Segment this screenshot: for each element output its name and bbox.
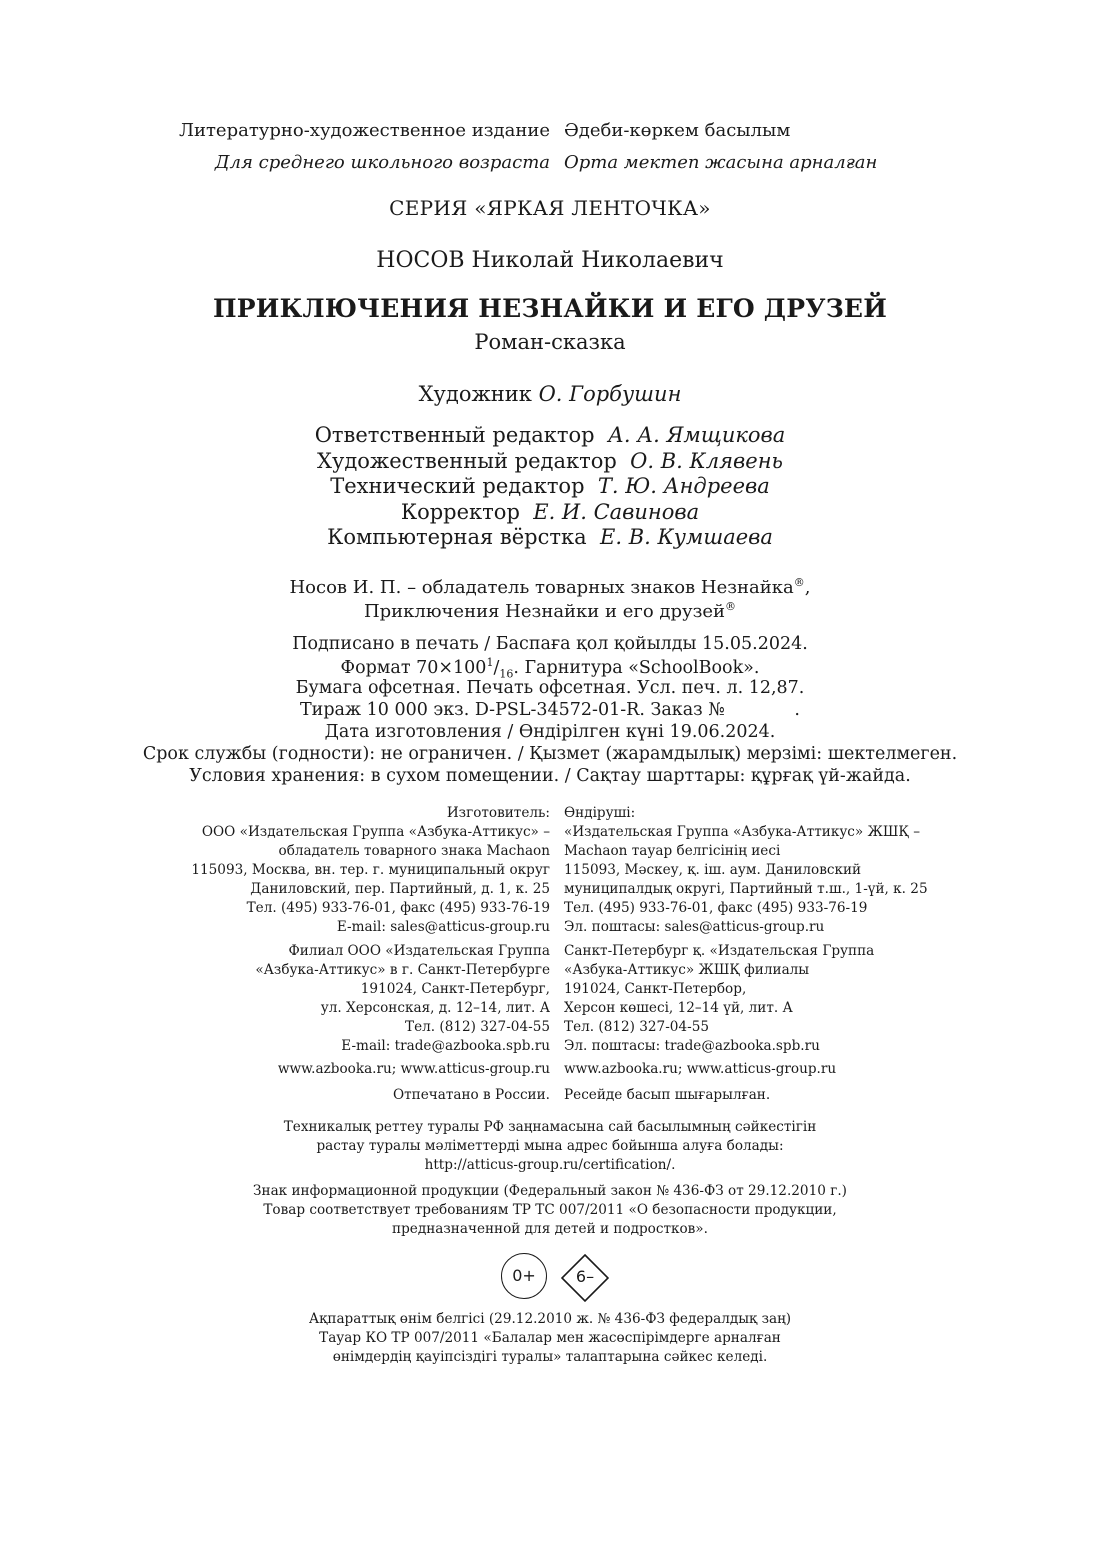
manufacturer-kz <box>564 804 928 937</box>
trademark-line-1: Носов И. П. – обладатель товарных знаков Незнайка®, <box>289 576 811 598</box>
book-title: ПРИКЛЮЧЕНИЯ НЕЗНАЙКИ И ЕГО ДРУЗЕЙ <box>212 294 888 323</box>
info-sign-line: Товар соответствует требованиям ТР ТС 007/2011 «О безопасности продукции, <box>263 1202 837 1218</box>
kz-footer-line: өнімдердің қауіпсіздігі туралы» талаптарына сәйкес келеді. <box>332 1349 768 1365</box>
paper-line: Бумага офсетная. Печать офсетная. Усл. печ. л. 12,87. <box>295 678 805 698</box>
age-rating-diamond-badge: 6– <box>575 1267 595 1286</box>
credit-role: Ответственный редактор <box>314 423 595 447</box>
print-run-end: . <box>794 700 800 720</box>
certification-line: растау туралы мәліметтерді мына адрес бойынша алуға болады: <box>316 1138 784 1154</box>
author-name: НОСОВ Николай Николаевич <box>376 248 724 273</box>
manufacturer-line: «Издательская Группа «Азбука-Аттикус» ЖШҚ – <box>564 824 920 840</box>
manufacturer-label: Өндіруші: <box>564 805 636 821</box>
credit-role: Художественный редактор <box>317 449 617 473</box>
kz-footer-line: Ақпараттық өнім белгісі (29.12.2010 ж. № 436-ФЗ федералдық заң) <box>308 1311 792 1327</box>
edition-type-ru: Литературно-художественное издание <box>178 120 550 141</box>
credit-name: О. В. Клявень <box>630 449 783 473</box>
branch-email: Эл. поштасы: trade@azbooka.spb.ru <box>564 1038 820 1054</box>
artist-role: Художник <box>418 382 532 406</box>
manufacturer-line: Даниловский, пер. Партийный, д. 1, к. 25 <box>250 881 550 897</box>
credit-line <box>0 525 1100 549</box>
manufacturer-label: Изготовитель: <box>446 805 550 821</box>
branch-kz <box>564 942 874 1056</box>
credit-role: Технический редактор <box>330 474 585 498</box>
credit-name: Е. И. Савинова <box>533 500 700 524</box>
printed-in-kz: Ресейде басып шығарылған. <box>564 1087 771 1103</box>
branch-phone: Тел. (812) 327-04-55 <box>564 1019 709 1035</box>
credit-role: Корректор <box>400 500 520 524</box>
manufacture-date: Дата изготовления / Өндірілген күні 19.06.2024. <box>324 722 776 742</box>
series-name: СЕРИЯ «ЯРКАЯ ЛЕНТОЧКА» <box>389 196 711 220</box>
kz-info-footer <box>0 1310 1100 1367</box>
credit-name: Е. В. Кумшаева <box>600 525 773 549</box>
credit-name: Т. Ю. Андреева <box>597 474 770 498</box>
manufacturer-email: E-mail: sales@atticus-group.ru <box>336 919 550 935</box>
trademark-text: Носов И. П. – обладатель товарных знаков Незнайка <box>289 577 794 598</box>
format-denominator: 16 <box>499 667 514 681</box>
credit-line <box>0 423 1100 447</box>
info-sign-note <box>0 1182 1100 1239</box>
branch-ru <box>255 942 550 1056</box>
manufacturer-line: обладатель товарного знака Machaon <box>278 843 550 859</box>
branch-line: «Азбука-Аттикус» в г. Санкт-Петербурге <box>255 962 550 978</box>
branch-line: ул. Херсонская, д. 12–14, лит. А <box>320 1000 550 1016</box>
signed-date: Подписано в печать / Баспаға қол қойылды 15.05.2024. <box>292 634 808 654</box>
registered-mark: ® <box>725 600 737 613</box>
trademark-text: Приключения Незнайки и его друзей <box>363 601 726 622</box>
branch-line: Санкт-Петербург қ. «Издательская Группа <box>564 943 875 959</box>
manufacturer-phone: Тел. (495) 933-76-01, факс (495) 933-76-19 <box>564 900 868 916</box>
trademark-line-2 <box>0 600 1100 622</box>
branch-line: «Азбука-Аттикус» ЖШҚ филиалы <box>564 962 810 978</box>
branch-phone: Тел. (812) 327-04-55 <box>405 1019 550 1035</box>
manufacturer-line: муниципалдық округі, Партийный т.ш., 1-үй, к. 25 <box>564 881 928 897</box>
storage-conditions: Условия хранения: в сухом помещении. / Сақтау шарттары: құрғақ үй-жайда. <box>189 766 911 786</box>
age-rating-circle-badge: 0+ <box>501 1253 547 1299</box>
credit-role: Компьютерная вёрстка <box>327 525 587 549</box>
manufacturer-line: Machaon тауар белгісінің иесі <box>564 843 781 859</box>
manufacturer-line: ООО «Издательская Группа «Азбука-Аттикус» – <box>201 824 550 840</box>
credit-name: А. А. Ямщикова <box>607 423 786 447</box>
manufacturer-ru <box>191 804 550 937</box>
shelf-life: Срок службы (годности): не ограничен. / Қызмет (жарамдылық) мерзімі: шектелмеген. <box>142 744 958 764</box>
manufacturer-phone: Тел. (495) 933-76-01, факс (495) 933-76-19 <box>246 900 550 916</box>
manufacturer-line: 115093, Мәскеу, қ. іш. аум. Даниловский <box>564 862 862 878</box>
kz-footer-line: Тауар КО ТР 007/2011 «Балалар мен жасөспірімдерге арналған <box>319 1330 781 1346</box>
edition-type-kz: Әдеби-көркем басылым <box>564 120 791 141</box>
credit-line <box>0 474 1100 498</box>
format-prefix: Формат 70×100 <box>340 657 487 678</box>
print-run: Тираж 10 000 экз. D-PSL-34572-01-R. Заказ № <box>299 700 725 720</box>
age-group-kz: Орта мектеп жасына арналған <box>564 152 878 173</box>
certification-line: Техникалық реттеу туралы РФ заңнамасына сай басылымның сәйкестігін <box>283 1119 817 1135</box>
certification-note <box>0 1118 1100 1175</box>
print-run-line <box>0 700 1100 720</box>
certification-url: http://atticus-group.ru/certification/. <box>424 1157 676 1173</box>
credit-line <box>0 500 1100 524</box>
branch-line: 191024, Санкт-Петербург, <box>360 981 550 997</box>
branch-line: Филиал ООО «Издательская Группа <box>288 943 550 959</box>
websites-ru: www.azbooka.ru; www.atticus-group.ru <box>277 1061 550 1077</box>
format-numerator: 1 <box>486 656 494 669</box>
branch-line: 191024, Санкт-Петербор, <box>564 981 747 997</box>
registered-mark: ® <box>793 576 805 589</box>
artist-credit <box>0 382 1100 406</box>
info-sign-line: предназначенной для детей и подростков». <box>392 1221 708 1237</box>
book-subtitle: Роман-сказка <box>474 330 626 354</box>
branch-email: E-mail: trade@azbooka.spb.ru <box>341 1038 550 1054</box>
format-suffix: . Гарнитура «SchoolBook». <box>513 657 760 678</box>
websites-kz: www.azbooka.ru; www.atticus-group.ru <box>564 1061 837 1077</box>
branch-line: Херсон көшесі, 12–14 үй, лит. А <box>564 1000 793 1016</box>
credit-line <box>0 449 1100 473</box>
manufacturer-line: 115093, Москва, вн. тер. г. муниципальный округ <box>191 862 550 878</box>
manufacturer-email: Эл. поштасы: sales@atticus-group.ru <box>564 919 825 935</box>
format-line: Формат $70\times 100^1/_{16}$. Гарнитура «SchoolBook». <box>340 656 760 681</box>
age-group-ru: Для среднего школьного возраста <box>214 152 550 173</box>
artist-name: О. Горбушин <box>538 382 682 406</box>
info-sign-line: Знак информационной продукции (Федеральный закон № 436-ФЗ от 29.12.2010 г.) <box>253 1183 847 1199</box>
printed-in-ru: Отпечатано в России. <box>392 1087 550 1103</box>
